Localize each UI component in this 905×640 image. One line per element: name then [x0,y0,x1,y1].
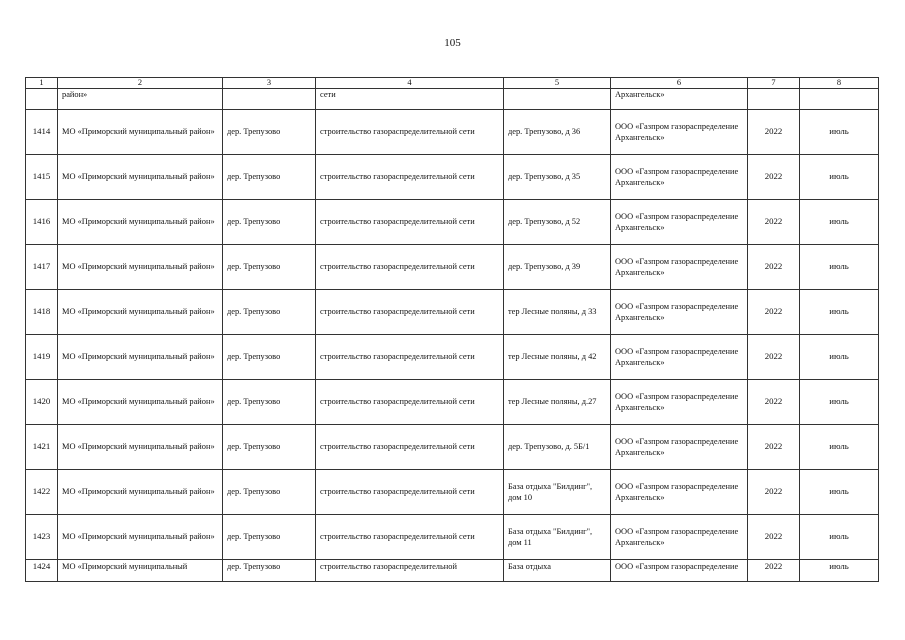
municipality-cell: МО «Приморский муниципальный район» [58,380,223,425]
address-cell: тер Лесные поляны, д.27 [504,380,611,425]
header-cell: 5 [504,78,611,89]
table-row [26,560,879,582]
table-row [26,110,879,155]
row-number-cell: 1421 [26,425,58,470]
organization-cell: ООО «Газпром газораспределение Архангельск» [611,110,748,155]
municipality-cell: МО «Приморский муниципальный район» [58,200,223,245]
work-type-cell: строительство газораспределительной сети [316,425,504,470]
address-cell: дер. Трепузово, д 35 [504,155,611,200]
year-cell: 2022 [748,380,800,425]
municipality-cell: МО «Приморский муниципальный район» [58,515,223,560]
address-cell: База отдыха "Билдинг", дом 10 [504,470,611,515]
cell: район» [58,89,223,110]
row-number-cell: 1424 [26,560,58,582]
address-cell: База отдыха [504,560,611,582]
month-cell: июль [800,470,879,515]
header-cell: 4 [316,78,504,89]
municipality-cell: МО «Приморский муниципальный район» [58,335,223,380]
year-cell: 2022 [748,155,800,200]
table-row [26,290,879,335]
table-row [26,245,879,290]
year-cell: 2022 [748,515,800,560]
header-cell: 2 [58,78,223,89]
row-number-cell: 1415 [26,155,58,200]
organization-cell: ООО «Газпром газораспределение [611,560,748,582]
settlement-cell: дер. Трепузово [223,200,316,245]
settlement-cell: дер. Трепузово [223,335,316,380]
month-cell: июль [800,200,879,245]
header-cell: 1 [26,78,58,89]
header-cell: 8 [800,78,879,89]
work-type-cell: строительство газораспределительной сети [316,380,504,425]
year-cell: 2022 [748,470,800,515]
row-number-cell: 1414 [26,110,58,155]
header-cell: 6 [611,78,748,89]
organization-cell: ООО «Газпром газораспределение Архангельск» [611,290,748,335]
row-number-cell: 1416 [26,200,58,245]
address-cell: дер. Трепузово, д 36 [504,110,611,155]
continuation-row [26,89,879,110]
work-type-cell: строительство газораспределительной [316,560,504,582]
settlement-cell: дер. Трепузово [223,515,316,560]
work-type-cell: строительство газораспределительной сети [316,110,504,155]
address-cell: База отдыха "Билдинг", дом 11 [504,515,611,560]
cell [26,89,58,110]
municipality-cell: МО «Приморский муниципальный район» [58,425,223,470]
organization-cell: ООО «Газпром газораспределение Архангельск» [611,335,748,380]
month-cell: июль [800,425,879,470]
works-table [25,77,879,582]
table-row [26,425,879,470]
row-number-cell: 1423 [26,515,58,560]
year-cell: 2022 [748,290,800,335]
address-cell: тер Лесные поляны, д 33 [504,290,611,335]
cell: Архангельск» [611,89,748,110]
row-number-cell: 1422 [26,470,58,515]
cell [504,89,611,110]
work-type-cell: строительство газораспределительной сети [316,200,504,245]
row-number-cell: 1417 [26,245,58,290]
month-cell: июль [800,515,879,560]
organization-cell: ООО «Газпром газораспределение Архангельск» [611,200,748,245]
settlement-cell: дер. Трепузово [223,245,316,290]
month-cell: июль [800,560,879,582]
year-cell: 2022 [748,200,800,245]
month-cell: июль [800,110,879,155]
settlement-cell: дер. Трепузово [223,470,316,515]
settlement-cell: дер. Трепузово [223,290,316,335]
municipality-cell: МО «Приморский муниципальный район» [58,470,223,515]
work-type-cell: строительство газораспределительной сети [316,245,504,290]
month-cell: июль [800,155,879,200]
address-cell: дер. Трепузово, д. 5Б/1 [504,425,611,470]
address-cell: тер Лесные поляны, д 42 [504,335,611,380]
cell [223,89,316,110]
work-type-cell: строительство газораспределительной сети [316,155,504,200]
municipality-cell: МО «Приморский муниципальный район» [58,290,223,335]
organization-cell: ООО «Газпром газораспределение Архангельск» [611,380,748,425]
work-type-cell: строительство газораспределительной сети [316,290,504,335]
year-cell: 2022 [748,335,800,380]
table-row [26,380,879,425]
organization-cell: ООО «Газпром газораспределение Архангельск» [611,155,748,200]
address-cell: дер. Трепузово, д 52 [504,200,611,245]
year-cell: 2022 [748,245,800,290]
row-number-cell: 1419 [26,335,58,380]
header-cell: 3 [223,78,316,89]
row-number-cell: 1420 [26,380,58,425]
settlement-cell: дер. Трепузово [223,425,316,470]
cell [748,89,800,110]
month-cell: июль [800,245,879,290]
municipality-cell: МО «Приморский муниципальный [58,560,223,582]
month-cell: июль [800,380,879,425]
work-type-cell: строительство газораспределительной сети [316,515,504,560]
municipality-cell: МО «Приморский муниципальный район» [58,245,223,290]
settlement-cell: дер. Трепузово [223,560,316,582]
year-cell: 2022 [748,425,800,470]
settlement-cell: дер. Трепузово [223,110,316,155]
table-row [26,470,879,515]
header-cell: 7 [748,78,800,89]
settlement-cell: дер. Трепузово [223,380,316,425]
settlement-cell: дер. Трепузово [223,155,316,200]
month-cell: июль [800,290,879,335]
month-cell: июль [800,335,879,380]
header-row [26,78,879,89]
organization-cell: ООО «Газпром газораспределение Архангельск» [611,515,748,560]
table-row [26,200,879,245]
organization-cell: ООО «Газпром газораспределение Архангельск» [611,245,748,290]
municipality-cell: МО «Приморский муниципальный район» [58,110,223,155]
page-number: 105 [444,37,461,49]
organization-cell: ООО «Газпром газораспределение Архангельск» [611,425,748,470]
row-number-cell: 1418 [26,290,58,335]
table-row [26,155,879,200]
work-type-cell: строительство газораспределительной сети [316,470,504,515]
cell: сети [316,89,504,110]
year-cell: 2022 [748,110,800,155]
table-row [26,515,879,560]
work-type-cell: строительство газораспределительной сети [316,335,504,380]
organization-cell: ООО «Газпром газораспределение Архангельск» [611,470,748,515]
year-cell: 2022 [748,560,800,582]
municipality-cell: МО «Приморский муниципальный район» [58,155,223,200]
cell [800,89,879,110]
address-cell: дер. Трепузово, д 39 [504,245,611,290]
table-row [26,335,879,380]
